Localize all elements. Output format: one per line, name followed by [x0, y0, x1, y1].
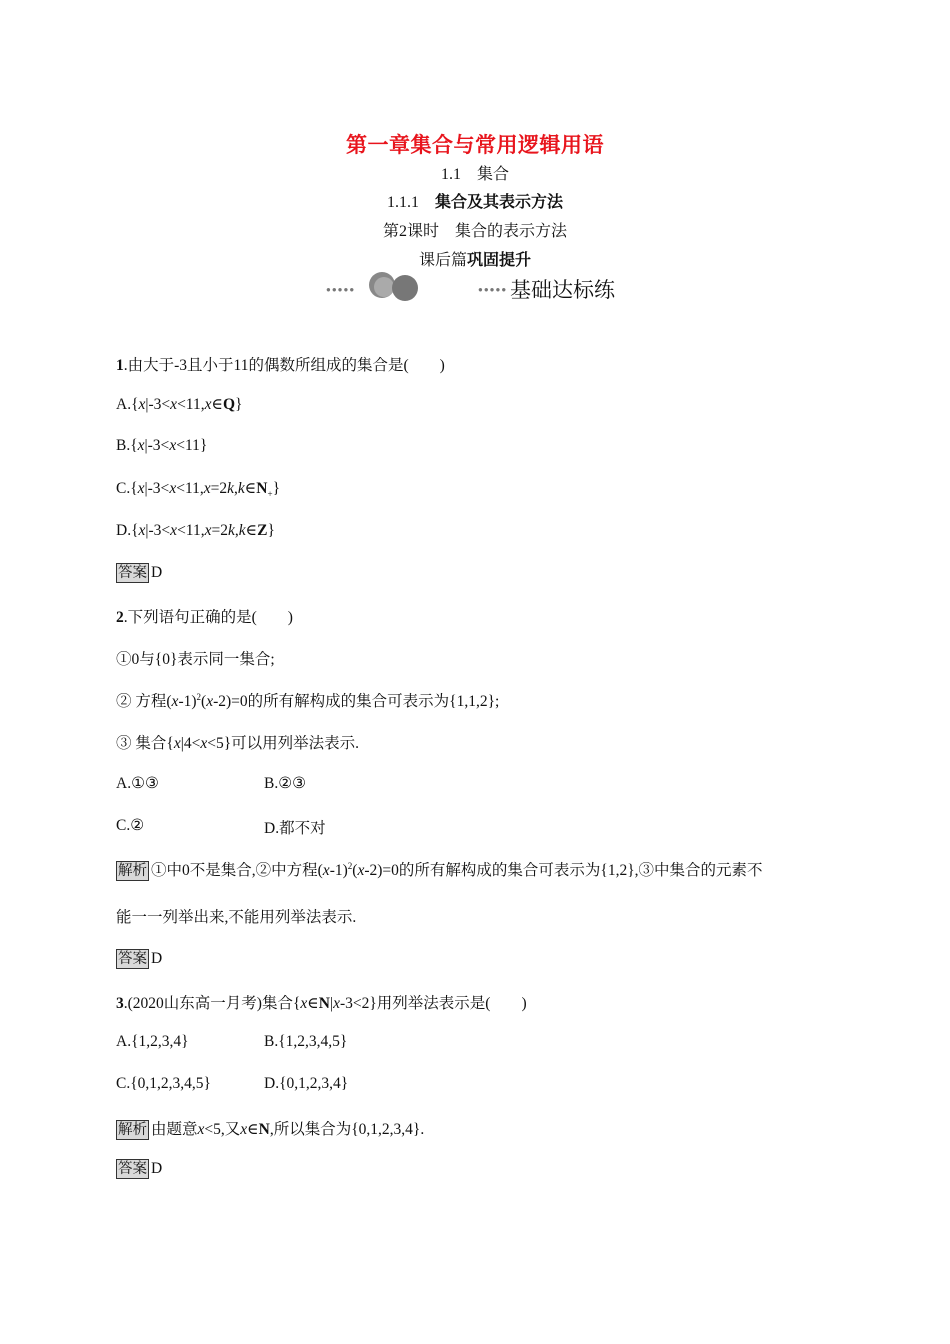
part-title: 课后篇巩固提升 — [418, 252, 532, 269]
answer-tag: 答案 — [118, 951, 147, 967]
dots-decoration: ●●●●● — [326, 285, 356, 294]
analysis-tag: 解析 — [118, 1122, 147, 1138]
question-2-statement-3: ③ 集合{x|4<x<5}可以用列举法表示. — [116, 735, 360, 752]
circle-icon — [374, 277, 394, 297]
chapter-title: 第一章集合与常用逻辑用语 — [346, 133, 604, 157]
question-2-analysis-continued: 能一一列举出来,不能用列举法表示. — [116, 909, 357, 926]
circle-icon — [392, 275, 418, 301]
question-3-stem: 3.(2020山东高一月考)集合{x∈N|x-3<2}用列举法表示是( ) — [116, 995, 527, 1012]
question-2-stem: 2.下列语句正确的是( ) — [116, 609, 293, 626]
section-banner — [326, 268, 646, 308]
dots-decoration: ●●●●● — [478, 285, 508, 294]
answer-tag: 答案 — [118, 1161, 147, 1177]
question-1-option-b: B.{x|-3<x<11} — [116, 437, 208, 454]
question-3-options-row-1: A.{1,2,3,4} B.{1,2,3,4,5} — [116, 1033, 348, 1050]
question-3-answer: 答案 D — [118, 1160, 163, 1177]
question-2-analysis: 解析 ①中0不是集合,②中方程$(x-1)^2(x-2)=0$的所有解构成的集合可表示为{1,2},③中集合的元素不 — [118, 860, 763, 879]
question-2-statement-2: ② 方程$(x-1)^2(x-2)=0$的所有解构成的集合可表示为{1,1,2}; — [116, 691, 500, 710]
question-2-statement-1: ①0与{0}表示同一集合; — [116, 651, 275, 668]
answer-tag: 答案 — [118, 565, 147, 581]
question-3-options-row-2: C.{0,1,2,3,4,5} D.{0,1,2,3,4} — [116, 1075, 349, 1092]
subsection-title: 1.1.1 集合及其表示方法 — [386, 194, 564, 211]
question-1-answer: 答案 D — [118, 564, 163, 581]
question-1-stem: 1.由大于-3且小于11的偶数所组成的集合是( ) — [116, 357, 445, 374]
question-2-options-row-2: C.② D.都不对 — [116, 817, 326, 837]
lesson-title: 第2课时 集合的表示方法 — [382, 223, 567, 240]
question-1-option-a: A.{x|-3<x<11,x∈Q} — [116, 396, 243, 413]
question-1-option-d: D.{x|-3<x<11,x=2k,k∈Z} — [116, 522, 275, 539]
question-3-analysis: 解析 由题意x<5,又x∈N,所以集合为{0,1,2,3,4}. — [118, 1121, 425, 1138]
analysis-tag: 解析 — [118, 863, 147, 879]
question-2-answer: 答案 D — [118, 950, 163, 967]
banner-title: 基础达标练 — [510, 278, 615, 302]
section-title: 1.1 集合 — [440, 166, 509, 183]
question-1-option-c: $C.\{x|-3<x<11,x=2k,k\in N_+\}$ — [116, 480, 281, 500]
question-2-options-row-1: A.①③ B.②③ — [116, 775, 307, 792]
